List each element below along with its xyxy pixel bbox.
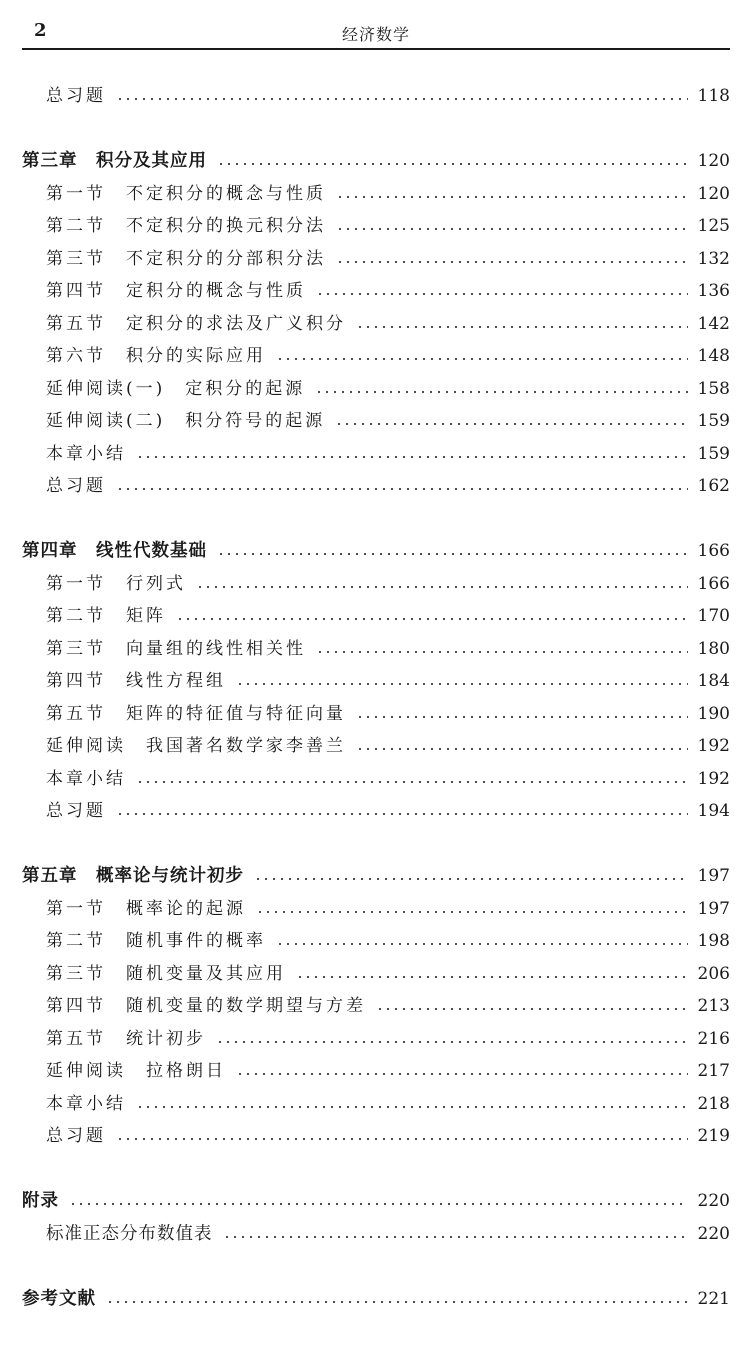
toc-entry-page-number: 221 (697, 1288, 730, 1309)
toc-entry-label: 第一节 行列式 (46, 573, 186, 594)
toc-entry-label: 本章小结 (46, 443, 126, 464)
toc-section-entry[interactable] (22, 1055, 730, 1088)
toc-entry-label: 第二节 不定积分的换元积分法 (46, 216, 326, 236)
page-number: 2 (34, 20, 47, 41)
dot-leader (196, 586, 688, 588)
toc-entry-page-number: 197 (697, 898, 730, 919)
toc-section-entry[interactable] (22, 795, 730, 828)
toc-entry-page-number: 217 (697, 1061, 730, 1081)
toc-gap (22, 503, 730, 536)
toc-entry-label: 第三章 积分及其应用 (22, 151, 207, 171)
toc-gap (22, 113, 730, 146)
toc-entry-label: 第四节 随机变量的数学期望与方差 (46, 996, 366, 1016)
dot-leader (106, 1301, 688, 1303)
dot-leader (336, 228, 688, 230)
toc-entry-page-number: 216 (697, 1028, 730, 1049)
toc-entry-label: 参考文献 (22, 1288, 96, 1309)
toc-section-entry[interactable] (22, 925, 730, 958)
toc-entry-label: 第一节 不定积分的概念与性质 (46, 183, 326, 204)
toc-entry-label: 第四章 线性代数基础 (22, 541, 207, 561)
toc-section-entry[interactable] (22, 633, 730, 666)
toc-section-entry[interactable] (22, 178, 730, 211)
toc-section-entry[interactable] (22, 1218, 730, 1251)
dot-leader (116, 488, 688, 490)
toc-entry-label: 总习题 (46, 801, 106, 821)
toc-section-entry[interactable] (22, 340, 730, 373)
toc-entry-page-number: 219 (697, 1126, 730, 1146)
dot-leader (336, 261, 688, 263)
toc-entry-label: 第五节 统计初步 (46, 1028, 206, 1049)
dot-leader (223, 1236, 688, 1238)
page-header (22, 14, 730, 50)
toc-chapter-entry[interactable] (22, 1283, 730, 1316)
toc-section-entry[interactable] (22, 438, 730, 471)
toc-entry-label: 第二节 随机事件的概率 (46, 931, 266, 951)
toc-entry-label: 第五章 概率论与统计初步 (22, 866, 244, 886)
dot-leader (116, 1138, 688, 1140)
dot-leader (236, 683, 688, 685)
toc-entry-label: 第三节 随机变量及其应用 (46, 963, 286, 984)
dot-leader (296, 976, 688, 978)
toc-section-entry[interactable] (22, 210, 730, 243)
toc-section-entry[interactable] (22, 665, 730, 698)
toc-entry-page-number: 194 (697, 801, 730, 821)
toc-chapter-entry[interactable] (22, 1185, 730, 1218)
toc-entry-page-number: 162 (697, 476, 730, 496)
toc-gap (22, 1250, 730, 1283)
toc-entry-label: 本章小结 (46, 1093, 126, 1114)
toc-entry-page-number: 125 (697, 216, 730, 236)
dot-leader (217, 553, 688, 555)
toc-section-entry[interactable] (22, 698, 730, 731)
dot-leader (136, 781, 688, 783)
toc-entry-label: 第六节 积分的实际应用 (46, 346, 266, 366)
toc-entry-label: 标准正态分布数值表 (46, 1223, 213, 1244)
dot-leader (254, 878, 688, 880)
toc-section-entry[interactable] (22, 80, 730, 113)
toc-entry-label: 第三节 向量组的线性相关性 (46, 638, 306, 659)
toc-section-entry[interactable] (22, 243, 730, 276)
dot-leader (69, 1203, 688, 1205)
toc-section-entry[interactable] (22, 373, 730, 406)
toc-entry-label: 第五节 定积分的求法及广义积分 (46, 313, 346, 334)
toc-chapter-entry[interactable] (22, 145, 730, 178)
toc-entry-page-number: 220 (697, 1191, 730, 1211)
dot-leader (356, 716, 688, 718)
dot-leader (116, 98, 688, 100)
toc-entry-page-number: 192 (697, 736, 730, 756)
book-title: 经济数学 (341, 25, 410, 44)
table-of-contents (22, 80, 730, 1315)
toc-entry-page-number: 170 (697, 606, 730, 626)
toc-entry-label: 总习题 (46, 86, 106, 106)
toc-section-entry[interactable] (22, 275, 730, 308)
toc-entry-page-number: 197 (697, 866, 730, 886)
dot-leader (256, 911, 688, 913)
toc-entry-page-number: 132 (697, 248, 730, 269)
toc-chapter-entry[interactable] (22, 860, 730, 893)
dot-leader (356, 748, 688, 750)
toc-entry-page-number: 220 (697, 1223, 730, 1244)
dot-leader (136, 1106, 688, 1108)
dot-leader (336, 196, 688, 198)
toc-section-entry[interactable] (22, 958, 730, 991)
toc-entry-page-number: 136 (697, 281, 730, 301)
toc-entry-page-number: 159 (697, 411, 730, 431)
toc-section-entry[interactable] (22, 730, 730, 763)
dot-leader (236, 1073, 688, 1075)
dot-leader (176, 618, 688, 620)
toc-entry-page-number: 213 (697, 996, 730, 1016)
dot-leader (315, 391, 687, 393)
toc-entry-label: 总习题 (46, 1126, 106, 1146)
dot-leader (116, 813, 688, 815)
toc-entry-page-number: 158 (697, 378, 730, 399)
toc-entry-label: 延伸阅读(二) 积分符号的起源 (46, 411, 326, 431)
toc-entry-label: 第一节 概率论的起源 (46, 898, 246, 919)
toc-section-entry[interactable] (22, 1088, 730, 1121)
dot-leader (276, 943, 688, 945)
toc-entry-label: 延伸阅读 我国著名数学家李善兰 (46, 736, 346, 756)
toc-entry-label: 第四节 定积分的概念与性质 (46, 281, 306, 301)
toc-entry-label: 本章小结 (46, 768, 126, 789)
toc-entry-page-number: 190 (697, 703, 730, 724)
toc-entry-label: 第二节 矩阵 (46, 606, 166, 626)
dot-leader (276, 358, 688, 360)
toc-section-entry[interactable] (22, 1120, 730, 1153)
toc-entry-page-number: 166 (697, 573, 730, 594)
toc-entry-page-number: 166 (697, 541, 730, 561)
toc-section-entry[interactable] (22, 470, 730, 503)
toc-entry-page-number: 180 (697, 638, 730, 659)
toc-section-entry[interactable] (22, 568, 730, 601)
dot-leader (376, 1008, 688, 1010)
toc-entry-label: 第五节 矩阵的特征值与特征向量 (46, 703, 346, 724)
dot-leader (335, 423, 687, 425)
toc-entry-label: 延伸阅读 拉格朗日 (46, 1061, 226, 1081)
toc-entry-page-number: 120 (697, 183, 730, 204)
dot-leader (216, 1041, 688, 1043)
dot-leader (356, 326, 688, 328)
toc-section-entry[interactable] (22, 1023, 730, 1056)
toc-entry-page-number: 120 (697, 151, 730, 171)
toc-entry-page-number: 142 (697, 313, 730, 334)
toc-entry-label: 附录 (22, 1191, 59, 1211)
toc-entry-label: 延伸阅读(一) 定积分的起源 (46, 378, 306, 399)
toc-entry-label: 总习题 (46, 476, 106, 496)
toc-gap (22, 1153, 730, 1186)
toc-gap (22, 828, 730, 861)
toc-chapter-entry[interactable] (22, 535, 730, 568)
toc-entry-page-number: 184 (697, 671, 730, 691)
toc-entry-page-number: 192 (697, 768, 730, 789)
toc-section-entry[interactable] (22, 308, 730, 341)
toc-entry-label: 第三节 不定积分的分部积分法 (46, 248, 326, 269)
toc-entry-page-number: 159 (697, 443, 730, 464)
dot-leader (316, 293, 688, 295)
dot-leader (316, 651, 688, 653)
toc-entry-page-number: 148 (697, 346, 730, 366)
toc-entry-page-number: 118 (697, 86, 730, 106)
toc-section-entry[interactable] (22, 763, 730, 796)
toc-section-entry[interactable] (22, 600, 730, 633)
toc-section-entry[interactable] (22, 405, 730, 438)
dot-leader (217, 163, 688, 165)
dot-leader (136, 456, 688, 458)
toc-entry-page-number: 198 (697, 931, 730, 951)
toc-entry-page-number: 218 (697, 1093, 730, 1114)
toc-section-entry[interactable] (22, 893, 730, 926)
toc-section-entry[interactable] (22, 990, 730, 1023)
toc-entry-label: 第四节 线性方程组 (46, 671, 226, 691)
toc-entry-page-number: 206 (697, 963, 730, 984)
